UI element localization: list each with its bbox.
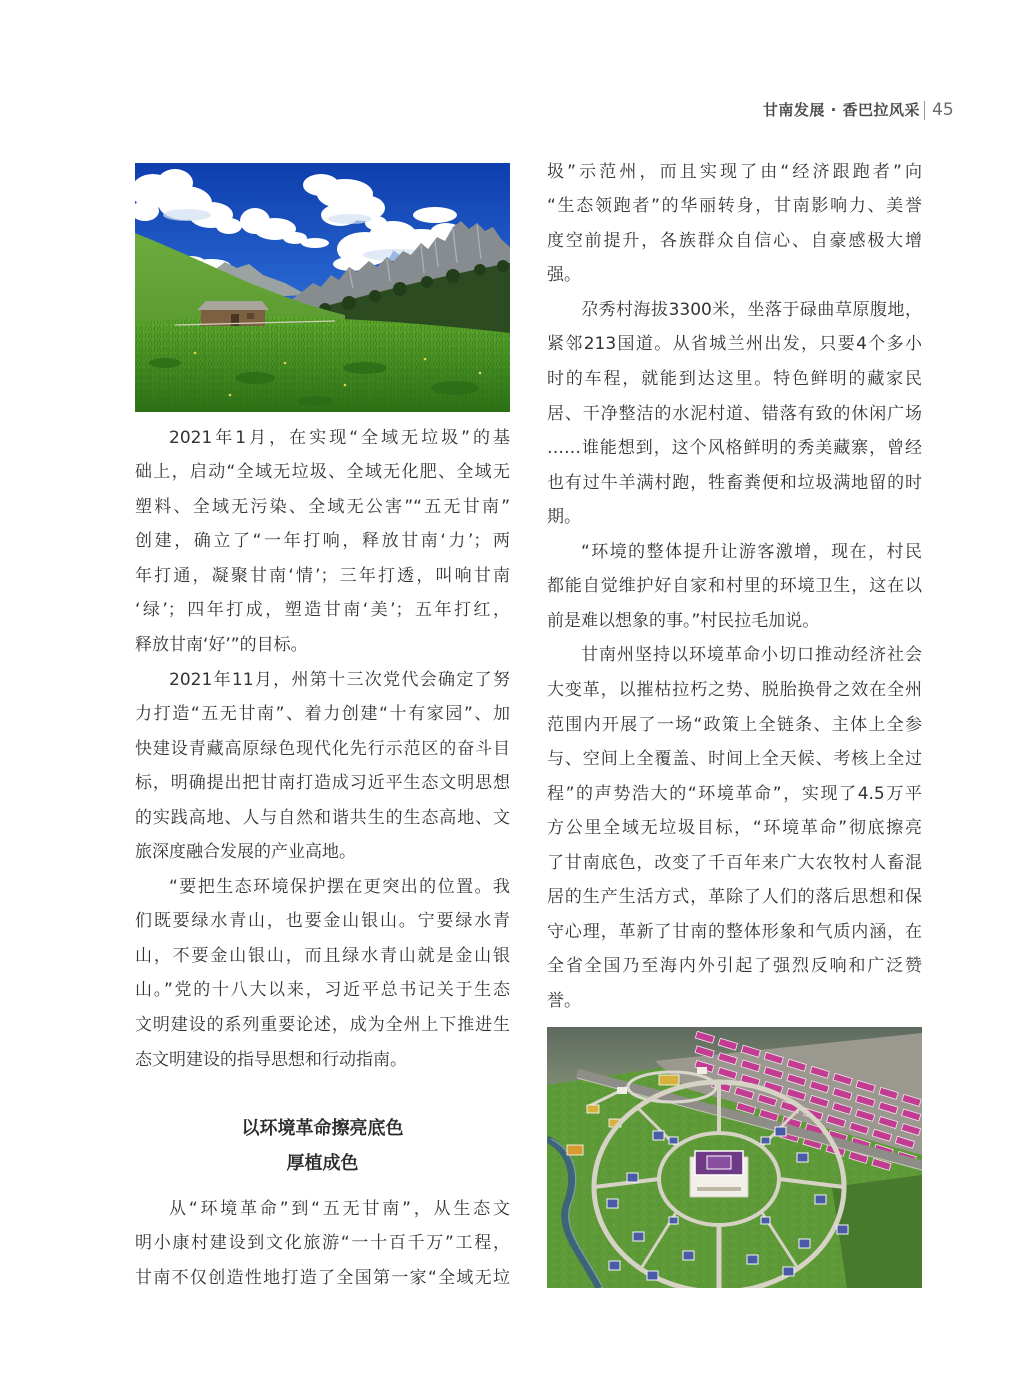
text-line: 与、空间上全覆盖、时间上全天候、考核上全过 bbox=[547, 749, 922, 770]
text-line: “环境的整体提升让游客激增，现在，村民 bbox=[581, 541, 922, 562]
text-line: 也有过牛羊满村跑，牲畜粪便和垃圾满地留的时 bbox=[547, 472, 922, 493]
text-line: 年打通，凝聚甘南‘情’；三年打透，叫响甘南 bbox=[135, 565, 510, 586]
paragraph bbox=[135, 421, 510, 663]
text-line: 前是难以想象的事。”村民拉毛加说。 bbox=[547, 610, 820, 631]
text-line: 度空前提升，各族群众自信心、自豪感极大增 bbox=[547, 230, 922, 251]
left-column-after-heading bbox=[135, 1192, 510, 1296]
section-title: 甘南发展 · 香巴拉风采 bbox=[762, 101, 920, 119]
paragraph bbox=[547, 293, 922, 535]
text-line: 创建，确立了“一年打响，释放甘南‘力’；两 bbox=[135, 531, 510, 552]
text-line: 时的车程，就能到达这里。特色鲜明的藏家民 bbox=[547, 369, 922, 390]
text-line: 态文明建设的指导思想和行动指南。 bbox=[135, 1049, 407, 1070]
text-line: ……谁能想到，这个风格鲜明的秀美藏寨，曾经 bbox=[547, 438, 922, 459]
grassland-mountain-photo bbox=[135, 163, 510, 412]
text-line: 大变革，以摧枯拉朽之势、脱胎换骨之效在全州 bbox=[547, 679, 922, 700]
text-line: 甘南不仅创造性地打造了全国第一家“全域无垃 bbox=[135, 1267, 510, 1288]
aerial-village-photo bbox=[547, 1027, 922, 1288]
text-line: 的实践高地、人与自然和谐共生的生态高地、文 bbox=[135, 807, 510, 828]
text-line: 强。 bbox=[547, 265, 581, 286]
paragraph-continued bbox=[547, 155, 922, 293]
text-line: 标，明确提出把甘南打造成习近平生态文明思想 bbox=[135, 773, 510, 794]
right-column-body bbox=[547, 155, 922, 1019]
paragraph bbox=[135, 1192, 510, 1296]
text-line: 础上，启动“全域无垃圾、全域无化肥、全域无 bbox=[135, 462, 510, 483]
text-line: 方公里全域无垃圾目标，“环境革命”彻底擦亮 bbox=[547, 818, 922, 839]
text-line: 塑料、全域无污染、全域无公害”“五无甘南” bbox=[135, 496, 510, 517]
text-line: 2021年1月，在实现“全域无垃圾”的基 bbox=[169, 427, 510, 448]
section-heading-line: 以环境革命擦亮底色 bbox=[241, 1117, 404, 1139]
text-line: 文明建设的系列重要论述，成为全州上下推进生 bbox=[135, 1014, 510, 1035]
text-line: 2021年11月，州第十三次党代会确定了努 bbox=[169, 669, 510, 690]
paragraph bbox=[135, 663, 510, 870]
text-line: 快建设青藏高原绿色现代化先行示范区的奋斗目 bbox=[135, 738, 510, 759]
text-line: 范围内开展了一场“政策上全链条、主体上全参 bbox=[547, 714, 922, 735]
text-line: “生态领跑者”的华丽转身，甘南影响力、美誉 bbox=[547, 196, 922, 217]
text-line: 从“环境革命”到“五无甘南”，从生态文 bbox=[169, 1198, 510, 1219]
text-line: 圾”示范州，而且实现了由“经济跟跑者”向 bbox=[547, 161, 922, 182]
text-line: 了甘南底色，改变了千百年来广大农牧村人畜混 bbox=[547, 852, 922, 873]
text-line: 都能自觉维护好自家和村里的环境卫生，这在以 bbox=[547, 576, 922, 597]
text-line: 守心理，革新了甘南的整体形象和气质内涵，在 bbox=[547, 921, 922, 942]
paragraph bbox=[547, 638, 922, 1018]
text-line: 紧邻213国道。从省城兰州出发，只要4个多小 bbox=[547, 334, 922, 355]
text-line: 旅深度融合发展的产业高地。 bbox=[135, 842, 356, 863]
text-line: 居的生产生活方式，革除了人们的落后思想和保 bbox=[547, 887, 922, 908]
paragraph bbox=[135, 870, 510, 1077]
section-heading bbox=[135, 1111, 510, 1181]
text-line: 们既要绿水青山，也要金山银山。宁要绿水青 bbox=[135, 911, 510, 932]
text-line: ‘绿’；四年打成，塑造甘南‘美’；五年打红， bbox=[135, 600, 510, 621]
text-line: 程”的声势浩大的“环境革命”，实现了4.5万平 bbox=[547, 783, 922, 804]
page-number: 45 bbox=[932, 100, 954, 120]
text-line: 居、干净整洁的水泥村道、错落有致的休闲广场 bbox=[547, 403, 922, 424]
text-line: 全省全国乃至海内外引起了强烈反响和广泛赞 bbox=[547, 956, 922, 977]
header-divider bbox=[924, 101, 925, 120]
text-line: 期。 bbox=[547, 507, 581, 528]
text-line: 明小康村建设到文化旅游“一十百千万”工程， bbox=[135, 1233, 510, 1254]
text-line: 誉。 bbox=[547, 990, 581, 1011]
text-line: 力打造“五无甘南”、着力创建“十有家园”、加 bbox=[135, 704, 510, 725]
section-heading-line: 厚植成色 bbox=[286, 1152, 359, 1174]
text-line: “要把生态环境保护摆在更突出的位置。我 bbox=[169, 876, 510, 897]
text-line: 甘南州坚持以环境革命小切口推动经济社会 bbox=[581, 645, 922, 666]
hut bbox=[197, 301, 269, 326]
central-building bbox=[690, 1151, 748, 1197]
paragraph bbox=[547, 535, 922, 639]
text-line: 释放甘南‘好’”的目标。 bbox=[135, 634, 308, 655]
text-line: 尕秀村海拔3300米，坐落于碌曲草原腹地， bbox=[581, 299, 922, 320]
left-column-body bbox=[135, 421, 510, 1077]
text-line: 山，不要金山银山，而且绿水青山就是金山银 bbox=[135, 945, 510, 966]
text-line: 山。”党的十八大以来，习近平总书记关于生态 bbox=[135, 980, 510, 1001]
